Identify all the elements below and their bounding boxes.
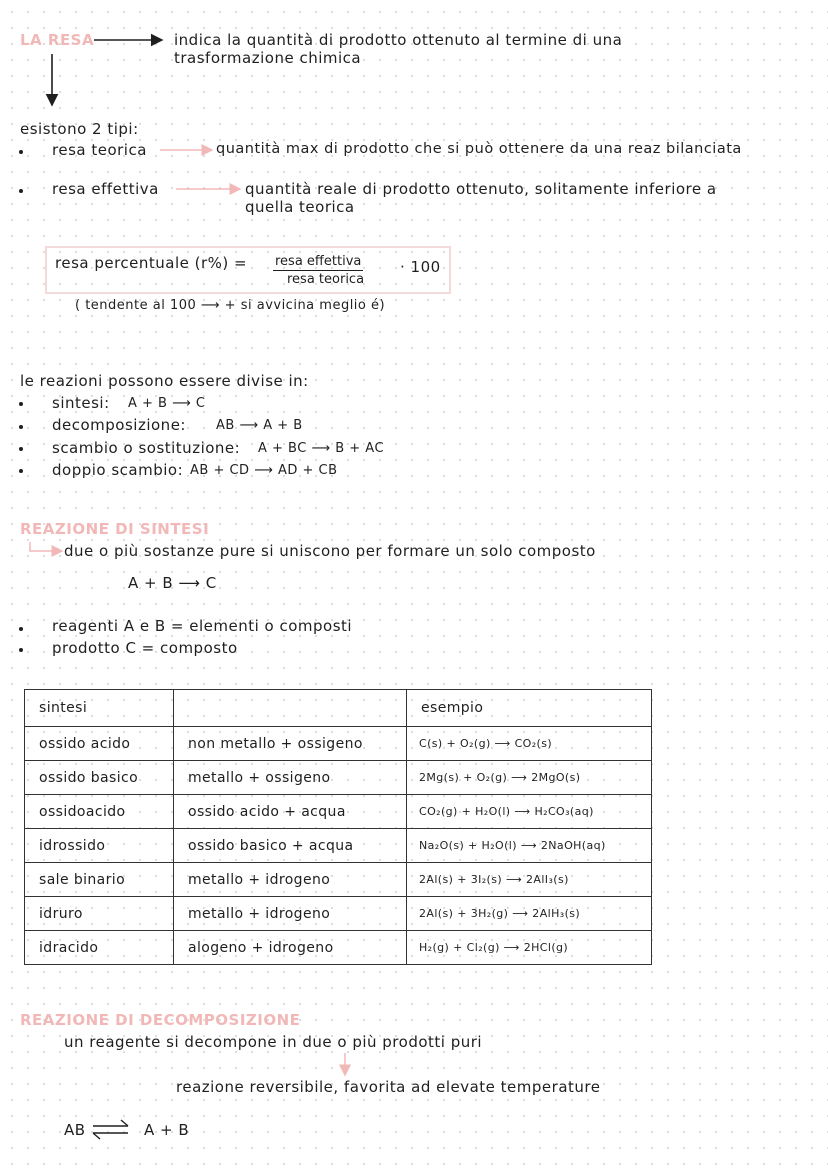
table-cell: idruro [25, 897, 174, 931]
decomposition-heading: REAZIONE DI DECOMPOSIZIONE [20, 1011, 301, 1029]
table-row [25, 761, 652, 795]
bullet [19, 150, 23, 154]
table-row [25, 863, 652, 897]
reaction-type-label: doppio scambio: [52, 461, 184, 479]
synthesis-reagents: reagenti A e B = elementi o composti [52, 617, 353, 635]
table-cell-example: C(s) + O₂(g) ⟶ CO₂(s) [407, 727, 652, 761]
decomposition-note: reazione reversibile, favorita ad elevate temperature [176, 1078, 601, 1096]
table-cell-example: H₂(g) + Cl₂(g) ⟶ 2HCl(g) [407, 931, 652, 965]
synthesis-table [24, 689, 652, 965]
table-header-cell [174, 690, 407, 727]
bullet [19, 627, 23, 631]
table-header-cell: sintesi [25, 690, 174, 727]
actual-definition-line1: quantità reale di prodotto ottenuto, solitamente inferiore a [245, 180, 717, 198]
table-cell: non metallo + ossigeno [174, 727, 407, 761]
reaction-type-formula: AB ⟶ A + B [216, 418, 303, 433]
table-cell: ossidoacido [25, 795, 174, 829]
resa-definition-line2: trasformazione chimica [174, 49, 362, 67]
table-row [25, 795, 652, 829]
reaction-type-label: sintesi: [52, 394, 110, 412]
table-cell: idrossido [25, 829, 174, 863]
fraction-denominator: resa teorica [287, 272, 365, 287]
table-cell: ossido acido [25, 727, 174, 761]
percent-yield-note: ( tendente al 100 ⟶ + si avvicina meglio é) [75, 298, 386, 313]
actual-definition-line2: quella teorica [245, 198, 355, 216]
table-row [25, 829, 652, 863]
equilibrium-arrows-icon [93, 1120, 128, 1139]
synthesis-hook-arrow [30, 542, 62, 551]
actual-label: resa effettiva [52, 180, 159, 198]
table-cell: ossido acido + acqua [174, 795, 407, 829]
percent-yield-label: resa percentuale (r%) = [55, 254, 248, 272]
table-header-cell: esempio [407, 690, 652, 727]
synthesis-heading: REAZIONE DI SINTESI [20, 520, 210, 538]
table-row [25, 897, 652, 931]
decomposition-formula-right: A + B [144, 1121, 190, 1139]
table-row [25, 931, 652, 965]
theoretical-definition: quantità max di prodotto che si può ottenere da una reaz bilanciata [216, 141, 742, 157]
reaction-type-formula: A + BC ⟶ B + AC [258, 441, 385, 456]
table-cell-example: CO₂(g) + H₂O(l) ⟶ H₂CO₃(aq) [407, 795, 652, 829]
types-intro: esistono 2 tipi: [20, 120, 139, 138]
bullet [19, 447, 23, 451]
reaction-type-formula: AB + CD ⟶ AD + CB [190, 463, 338, 478]
decomposition-definition: un reagente si decompone in due o più prodotti puri [64, 1033, 483, 1051]
synthesis-definition: due o più sostanze pure si uniscono per formare un solo composto [64, 542, 596, 560]
table-cell-example: Na₂O(s) + H₂O(l) ⟶ 2NaOH(aq) [407, 829, 652, 863]
resa-definition-line1: indica la quantità di prodotto ottenuto al termine di una [174, 31, 623, 49]
reaction-type-label: decomposizione: [52, 416, 186, 434]
table-cell: metallo + idrogeno [174, 897, 407, 931]
table-cell: sale binario [25, 863, 174, 897]
table-cell-example: 2Al(s) + 3H₂(g) ⟶ 2AlH₃(s) [407, 897, 652, 931]
reactions-intro: le reazioni possono essere divise in: [20, 372, 309, 390]
synthesis-formula: A + B ⟶ C [128, 574, 217, 592]
bullet [19, 189, 23, 193]
reaction-type-formula: A + B ⟶ C [128, 396, 206, 411]
table-cell: ossido basico [25, 761, 174, 795]
table-cell: ossido basico + acqua [174, 829, 407, 863]
fraction-numerator: resa effettiva [275, 254, 362, 269]
reaction-type-label: scambio o sostituzione: [52, 439, 241, 457]
theoretical-label: resa teorica [52, 141, 147, 159]
table-cell: metallo + idrogeno [174, 863, 407, 897]
table-cell: metallo + ossigeno [174, 761, 407, 795]
bullet [19, 469, 23, 473]
bullet [19, 648, 23, 652]
fraction-multiplier: · 100 [400, 258, 441, 276]
bullet [19, 425, 23, 429]
table-cell-example: 2Al(s) + 3I₂(s) ⟶ 2AlI₃(s) [407, 863, 652, 897]
table-header-row [25, 690, 652, 727]
resa-heading: LA RESA [20, 31, 95, 49]
bullet [19, 402, 23, 406]
table-cell: alogeno + idrogeno [174, 931, 407, 965]
table-cell-example: 2Mg(s) + O₂(g) ⟶ 2MgO(s) [407, 761, 652, 795]
table-row [25, 727, 652, 761]
decomposition-formula-left: AB [64, 1121, 86, 1139]
synthesis-product: prodotto C = composto [52, 639, 238, 657]
table-cell: idracido [25, 931, 174, 965]
